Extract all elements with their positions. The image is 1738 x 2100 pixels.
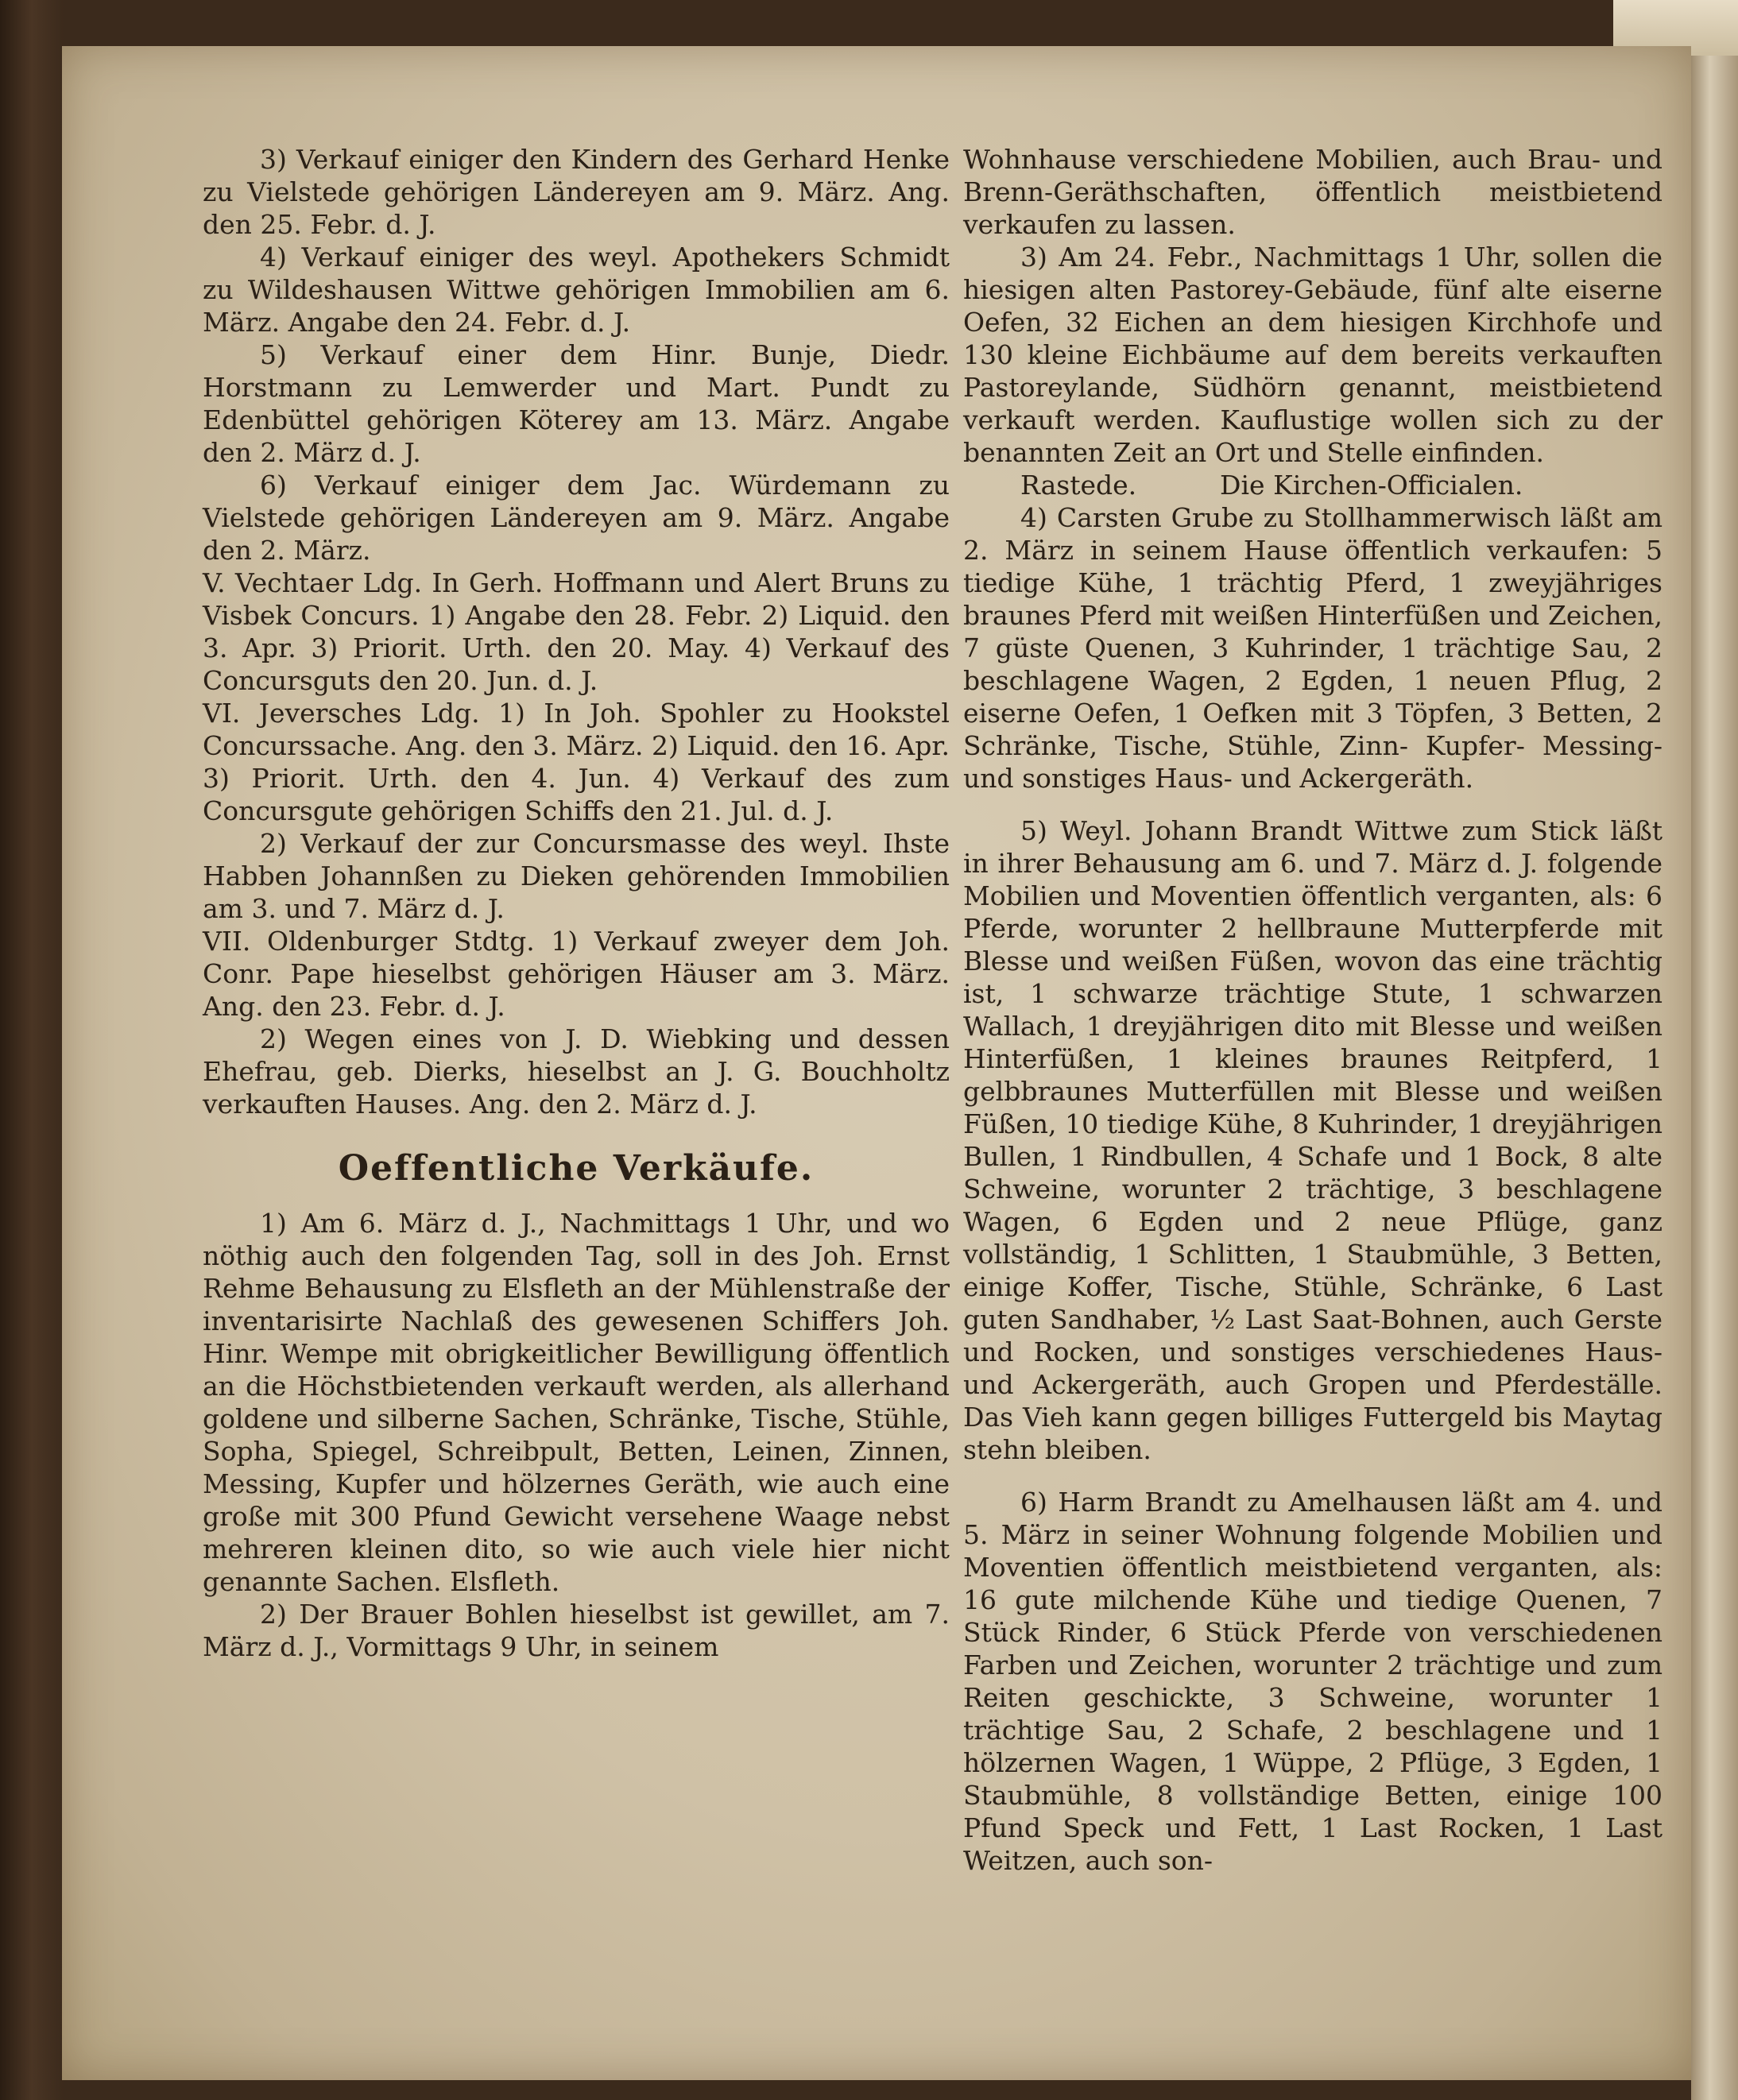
spacer bbox=[963, 795, 1663, 814]
signature-line: Rastede. Die Kirchen-Officialen. bbox=[1020, 470, 1523, 501]
paragraph: 5) Verkauf einer dem Hinr. Bunje, Diedr. Horstmann zu Lemwerder und Mart. Pundt zu Edenbüttel gehörigen Köterey am 13. März. Angabe den 2. März d. J. bbox=[203, 339, 950, 468]
paragraph: Wohnhause verschiedene Mobilien, auch Brau- und Brenn-Geräthschaften, öffentlich meistbietend verkaufen zu lassen. bbox=[963, 144, 1663, 240]
paragraph: 4) Carsten Grube zu Stollhammerwisch läßt am 2. März in seinem Hause öffentlich verkaufen: 5 tiedige Kühe, 1 trächtig Pferd, 1 zweyjähriges braunes Pferd mit weißen Hinterfüßen und Zeichen, 7 güste Quenen, 3 Kuhrinder, 1 trächtige Sau, 2 beschlagene Wagen, 2 Egden, 1 neuen Pflug, 2 eiserne Oefen, 1 Oefken mit 3 Töpfen, 3 Betten, 2 Schränke, Tische, Stühle, Zinn- Kupfer- Messing- und sonstiges Haus- und Ackergeräth. bbox=[963, 502, 1663, 794]
left-column bbox=[203, 143, 950, 1663]
paragraph: 5) Weyl. Johann Brandt Wittwe zum Stick läßt in ihrer Behausung am 6. und 7. März d. J. folgende Mobilien und Moventien öffentlich verganten, als: 6 Pferde, worunter 2 hellbraune Mutterpferde mit Blesse und weißen Füßen, wovon das eine trächtig ist, 1 schwarze trächtige Stute, 1 schwarzen Wallach, 1 dreyjährigen dito mit Blesse und weißen Hinterfüßen, 1 kleines braunes Reitpferd, 1 gelbbraunes Mutterfüllen mit Blesse und weißen Füßen, 10 tiedige Kühe, 8 Kuhrinder, 1 dreyjährigen Bullen, 1 Rindbullen, 4 Schafe und 1 Bock, 8 alte Schweine, worunter 2 trächtige, 3 beschlagene Wagen, 6 Egden und 2 neue Pflüge, ganz vollständig, 1 Schlitten, 1 Staubmühle, 3 Betten, einige Koffer, Tische, Stühle, Schränke, 6 Last guten Sandhaber, ½ Last Saat-Bohnen, auch Gerste und Rocken, und sonstiges verschiedenes Haus- und Ackergeräth, auch Gropen und Pferdeställe. Das Vieh kann gegen billiges Futtergeld bis Maytag stehn bleiben. bbox=[963, 815, 1663, 1465]
paragraph: 6) Verkauf einiger dem Jac. Würdemann zu Vielstede gehörigen Ländereyen am 9. März. Angabe den 2. März. bbox=[203, 470, 950, 566]
paragraph: 2) Verkauf der zur Concursmasse des weyl. Ihste Habben Johannßen zu Dieken gehörenden Immobilien am 3. und 7. März d. J. bbox=[203, 828, 950, 924]
paragraph: 3) Verkauf einiger den Kindern des Gerhard Henke zu Vielstede gehörigen Ländereyen am 9. März. Ang. den 25. Febr. d. J. bbox=[203, 144, 950, 240]
paragraph: 2) Wegen eines von J. D. Wiebking und dessen Ehefrau, geb. Dierks, hieselbst an J. G. Bouchholtz verkauften Hauses. Ang. den 2. März d. J. bbox=[203, 1023, 950, 1120]
paragraph: 3) Am 24. Febr., Nachmittags 1 Uhr, sollen die hiesigen alten Pastorey-Gebäude, fünf alte eiserne Oefen, 32 Eichen an dem hiesigen Kirchhofe und 130 kleine Eichbäume auf dem bereits verkauften Pastoreylande, Südhörn genannt, meistbietend verkauft werden. Kauflustige wollen sich zu der benannten Zeit an Ort und Stelle einfinden. bbox=[963, 242, 1663, 468]
paragraph: 6) Harm Brandt zu Amelhausen läßt am 4. und 5. März in seiner Wohnung folgende Mobilien und Moventien öffentlich meistbietend verganten, als: 16 gute milchende Kühe und tiedige Quenen, 7 Stück Rinder, 6 Stück Pferde von verschiedenen Farben und Zeichen, worunter 2 trächtige und zum Reiten geschickte, 3 Schweine, worunter 1 trächtige Sau, 2 Schafe, 2 beschlagene und 1 hölzernen Wagen, 1 Wüppe, 2 Pflüge, 3 Egden, 1 Staubmühle, 8 vollständige Betten, einige 100 Pfund Speck und Fett, 1 Last Rocken, 1 Last Weitzen, auch son- bbox=[963, 1487, 1663, 1876]
section-paragraph: VII. Oldenburger Stdtg. 1) Verkauf zweyer dem Joh. Conr. Pape hieselbst gehörigen Häuser am 3. März. Ang. den 23. Febr. d. J. bbox=[203, 926, 950, 1022]
paragraph: 2) Der Brauer Bohlen hieselbst ist gewillet, am 7. März d. J., Vormittags 9 Uhr, in seinem bbox=[203, 1599, 950, 1662]
page-edge bbox=[1691, 0, 1738, 2100]
section-paragraph: VI. Jeversches Ldg. 1) In Joh. Spohler zu Hookstel Concurssache. Ang. den 3. März. 2) Liquid. den 16. Apr. 3) Priorit. Urth. den 4. Jun. 4) Verkauf des zum Concursgute gehörigen Schiffs den 21. Jul. d. J. bbox=[203, 698, 950, 826]
paragraph: 1) Am 6. März d. J., Nachmittags 1 Uhr, und wo nöthig auch den folgenden Tag, soll in des Joh. Ernst Rehme Behausung zu Elsfleth an der Mühlenstraße der inventarisirte Nachlaß des gewesenen Schiffers Joh. Hinr. Wempe mit obrigkeitlicher Bewilligung öffentlich an die Höchstbietenden verkauft werden, als allerhand goldene und silberne Sachen, Schränke, Tische, Stühle, Sopha, Spiegel, Schreibpult, Betten, Leinen, Zinnen, Messing, Kupfer und hölzernes Geräth, wie auch eine große mit 300 Pfund Gewicht versehene Waage nebst mehreren kleinen dito, so wie auch viele hier nicht genannte Sachen. Elsfleth. bbox=[203, 1208, 950, 1597]
section-paragraph: V. Vechtaer Ldg. In Gerh. Hoffmann und Alert Bruns zu Visbek Concurs. 1) Angabe den 28. Febr. 2) Liquid. den 3. Apr. 3) Priorit. Urth. den 20. May. 4) Verkauf des Concursguts den 20. Jun. d. J. bbox=[203, 567, 950, 696]
paragraph: 4) Verkauf einiger des weyl. Apothekers Schmidt zu Wildeshausen Wittwe gehörigen Immobilien am 6. März. Angabe den 24. Febr. d. J. bbox=[203, 242, 950, 338]
section-heading: Oeffentliche Verkäufe. bbox=[338, 1148, 815, 1189]
spacer bbox=[963, 1466, 1663, 1486]
right-column bbox=[963, 143, 1663, 1877]
